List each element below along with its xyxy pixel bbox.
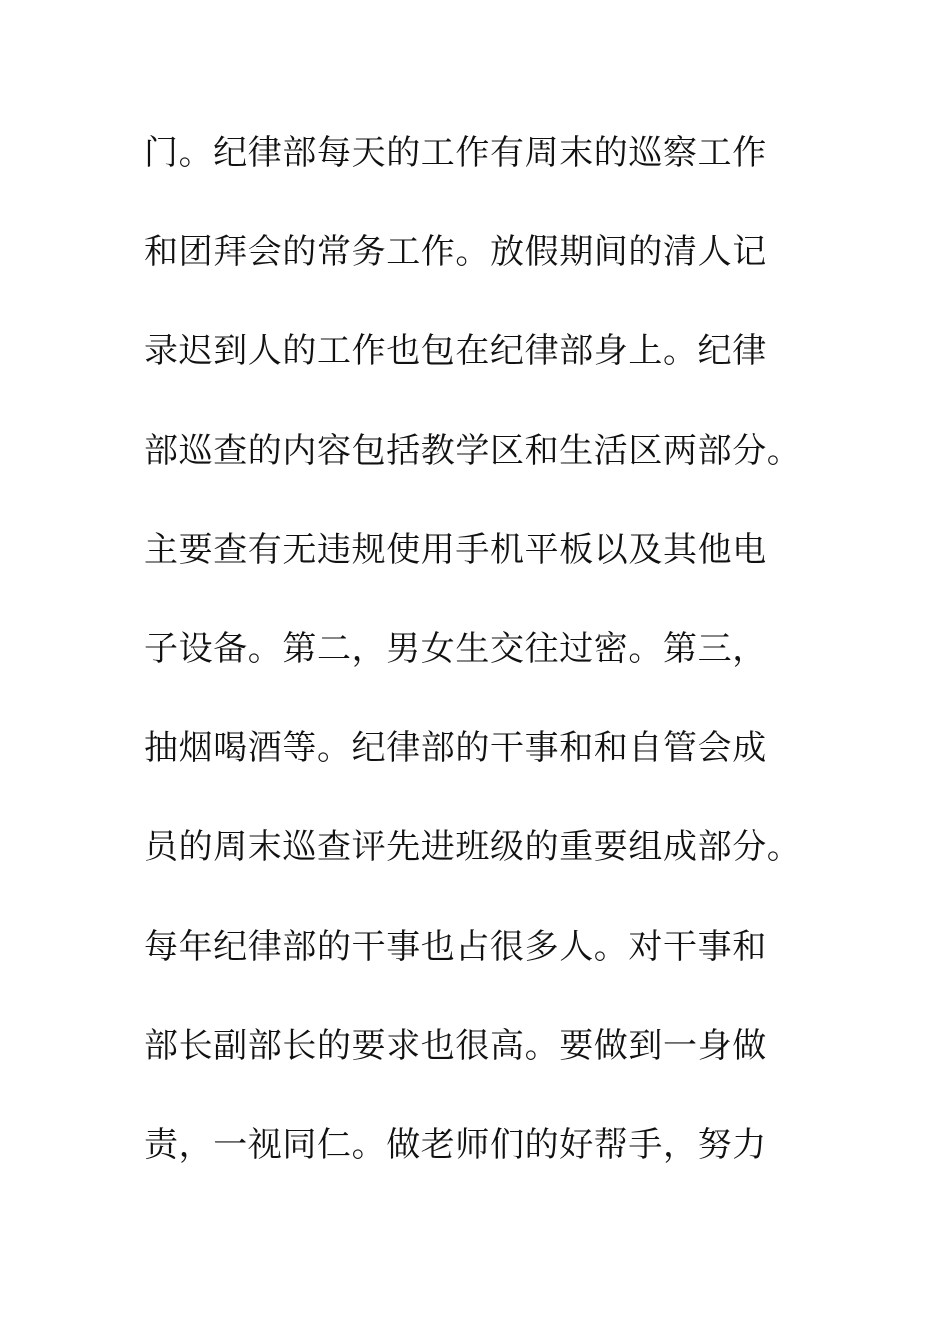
text-line-11: 责，一视同仁。做老师们的好帮手，努力 xyxy=(144,1124,767,1165)
text-line-6: 子设备。第二，男女生交往过密。第三， xyxy=(144,628,767,669)
text-line-2: 和团拜会的常务工作。放假期间的清人记 xyxy=(144,232,767,273)
text-line-1: 门。纪律部每天的工作有周末的巡察工作 xyxy=(144,133,767,173)
text-line-10: 部长副部长的要求也很高。要做到一身做 xyxy=(144,1025,767,1066)
body-text xyxy=(144,122,824,1213)
text-line-8: 员的周末巡查评先进班级的重要组成部分。 xyxy=(144,827,802,868)
text-line-5: 主要查有无违规使用手机平板以及其他电 xyxy=(144,529,767,570)
text-line-7: 抽烟喝酒等。纪律部的干事和和自管会成 xyxy=(144,728,767,769)
text-line-4: 部巡查的内容包括教学区和生活区两部分。 xyxy=(144,430,802,471)
text-line-9: 每年纪律部的干事也占很多人。对干事和 xyxy=(144,926,767,967)
text-line-3: 录迟到人的工作也包在纪律部身上。纪律 xyxy=(144,331,767,372)
